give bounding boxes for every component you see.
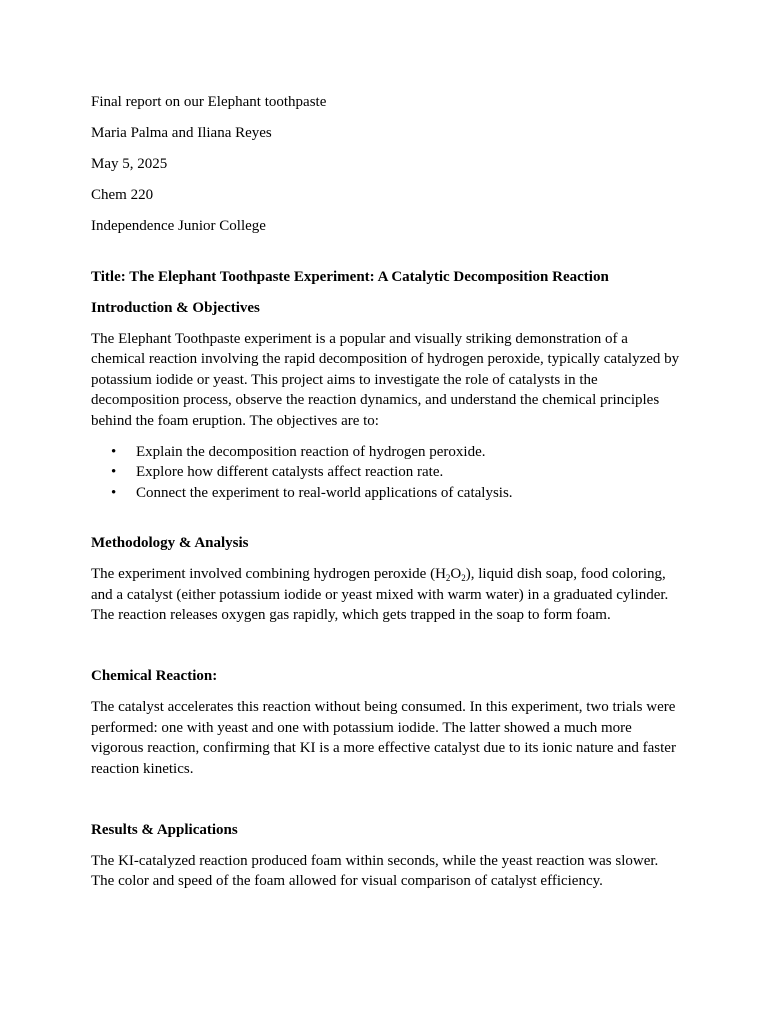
intro-paragraph: The Elephant Toothpaste experiment is a popular and visually striking demonstration of a chemical reaction involving the rapid decomposition of hydrogen peroxide, typically catalyzed by potassium iodide or yeast. This project aims to investigate the role of catalysts in the decomposition process, observe the reaction dynamics, and understand the chemical principles behind the foam eruption. The objectives are to: [91,330,680,429]
formula-o: O [450,566,462,582]
authors-line: Maria Palma and Iliana Reyes [91,125,272,141]
document-title: Title: The Elephant Toothpaste Experiment: A Catalytic Decomposition Reaction [91,268,609,285]
list-item [91,483,683,504]
bullet-icon: • [111,464,117,480]
school-line: Independence Junior College [91,218,266,234]
document-body [91,92,683,902]
intro-heading: Introduction & Objectives [91,299,260,316]
list-item-text: Explore how different catalysts affect reaction rate. [136,464,444,480]
formula-h: H [435,566,446,582]
list-item [91,462,683,483]
list-item-text: Connect the experiment to real-world applications of catalysis. [136,484,513,501]
methodology-paragraph [91,564,683,626]
list-item-text: Explain the decomposition reaction of hydrogen peroxide. [136,443,486,460]
methodology-text-before: The experiment involved combining hydrogen peroxide ( [91,566,436,582]
results-paragraph: The KI-catalyzed reaction produced foam within seconds, while the yeast reaction was slower. The color and speed of the foam allowed for visual comparison of catalyst efficiency. [91,852,659,889]
section-spacer [91,636,683,666]
list-item [91,442,683,463]
bullet-icon: • [111,484,117,501]
bullet-icon: • [111,443,117,460]
date-line: May 5, 2025 [91,156,168,172]
chemical-heading: Chemical Reaction: [91,668,218,684]
course-line: Chem 220 [91,187,154,203]
section-spacer [91,790,683,820]
methodology-heading: Methodology & Analysis [91,535,249,551]
formula-subscript-1: 2 [445,573,451,583]
report-title-line: Final report on our Elephant toothpaste [91,94,327,110]
methodology-text-after: ), liquid dish soap, food coloring, and a catalyst (either potassium iodide or yeast mixed with warm water) in a graduated cylinder. The reaction releases oxygen gas rapidly, which gets trapped in the soap to form foam. [91,566,669,623]
results-heading: Results & Applications [91,821,238,838]
chemical-paragraph: The catalyst accelerates this reaction without being consumed. In this experiment, two trials were performed: one with yeast and one with potassium iodide. The latter showed a much more vigorous reaction, confirming that KI is a more effective catalyst due to its ionic nature and faster reaction kinetics. [91,699,676,777]
formula-subscript-2: 2 [461,573,466,583]
objectives-list [91,442,683,504]
